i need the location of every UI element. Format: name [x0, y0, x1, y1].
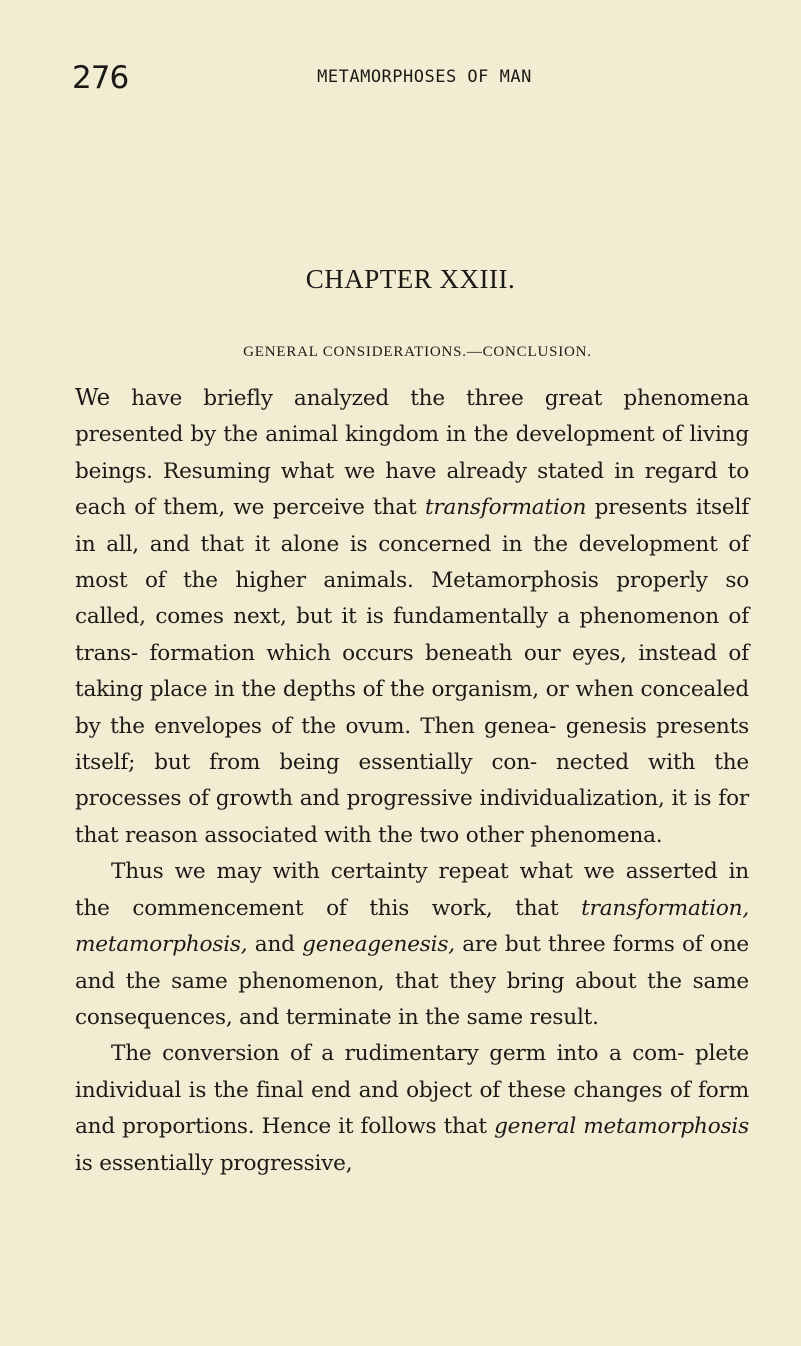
text-segment: are but three forms of one and the same phenomenon, that they bring about the same consequences, and terminate in the same result. [75, 932, 749, 1030]
page-number: 276 [72, 60, 129, 96]
text-segment: have briefly analyzed the three great phenomena presented by the animal kingdom in the development of living beings. Resuming what we have already stated in regard to each of them, we perceive that [75, 386, 749, 521]
italic-segment: transformation, metamorphosis, [75, 895, 749, 958]
text-segment: is essentially progressive, [75, 1150, 353, 1176]
paragraph-3 [75, 1036, 749, 1182]
body-text [75, 380, 749, 1182]
paragraph-1 [75, 380, 749, 854]
chapter-title: CHAPTER XXIII. [305, 264, 516, 294]
italic-segment: general metamorphosis [494, 1114, 749, 1140]
text-segment: presents itself in all, and that it alone is concerned in the development of most of the higher animals. Metamorphosis properly so called, comes next, but it is fundamentally a phenomenon of trans- formation which occurs beneath our eyes, instead of taking place in the depths of the organism, or when concealed by the envelopes of the ovum. Then genea- genesis presents itself; but from being essentially con- nected with the processes of growth and progressive individualization, it is for that reason associated with the two other phenomena. [75, 495, 749, 848]
running-head [72, 60, 743, 100]
text-segment: and [247, 932, 303, 958]
text-segment: The conversion of a rudimentary germ into a com- plete individual is the final end and object of these changes of form and proportions. Hence it follows that [75, 1041, 749, 1140]
opening-word: We [75, 385, 110, 411]
italic-segment: geneagenesis, [302, 932, 455, 958]
italic-segment: transformation [424, 495, 587, 521]
running-title: METAMORPHOSES OF MAN [317, 67, 532, 87]
chapter-subtitle: GENERAL CONSIDERATIONS.—CONCLUSION. [243, 344, 592, 360]
text-segment: Thus we may with certainty repeat what we asserted in the commencement of this work, that [75, 859, 749, 921]
paragraph-2 [75, 854, 749, 1036]
